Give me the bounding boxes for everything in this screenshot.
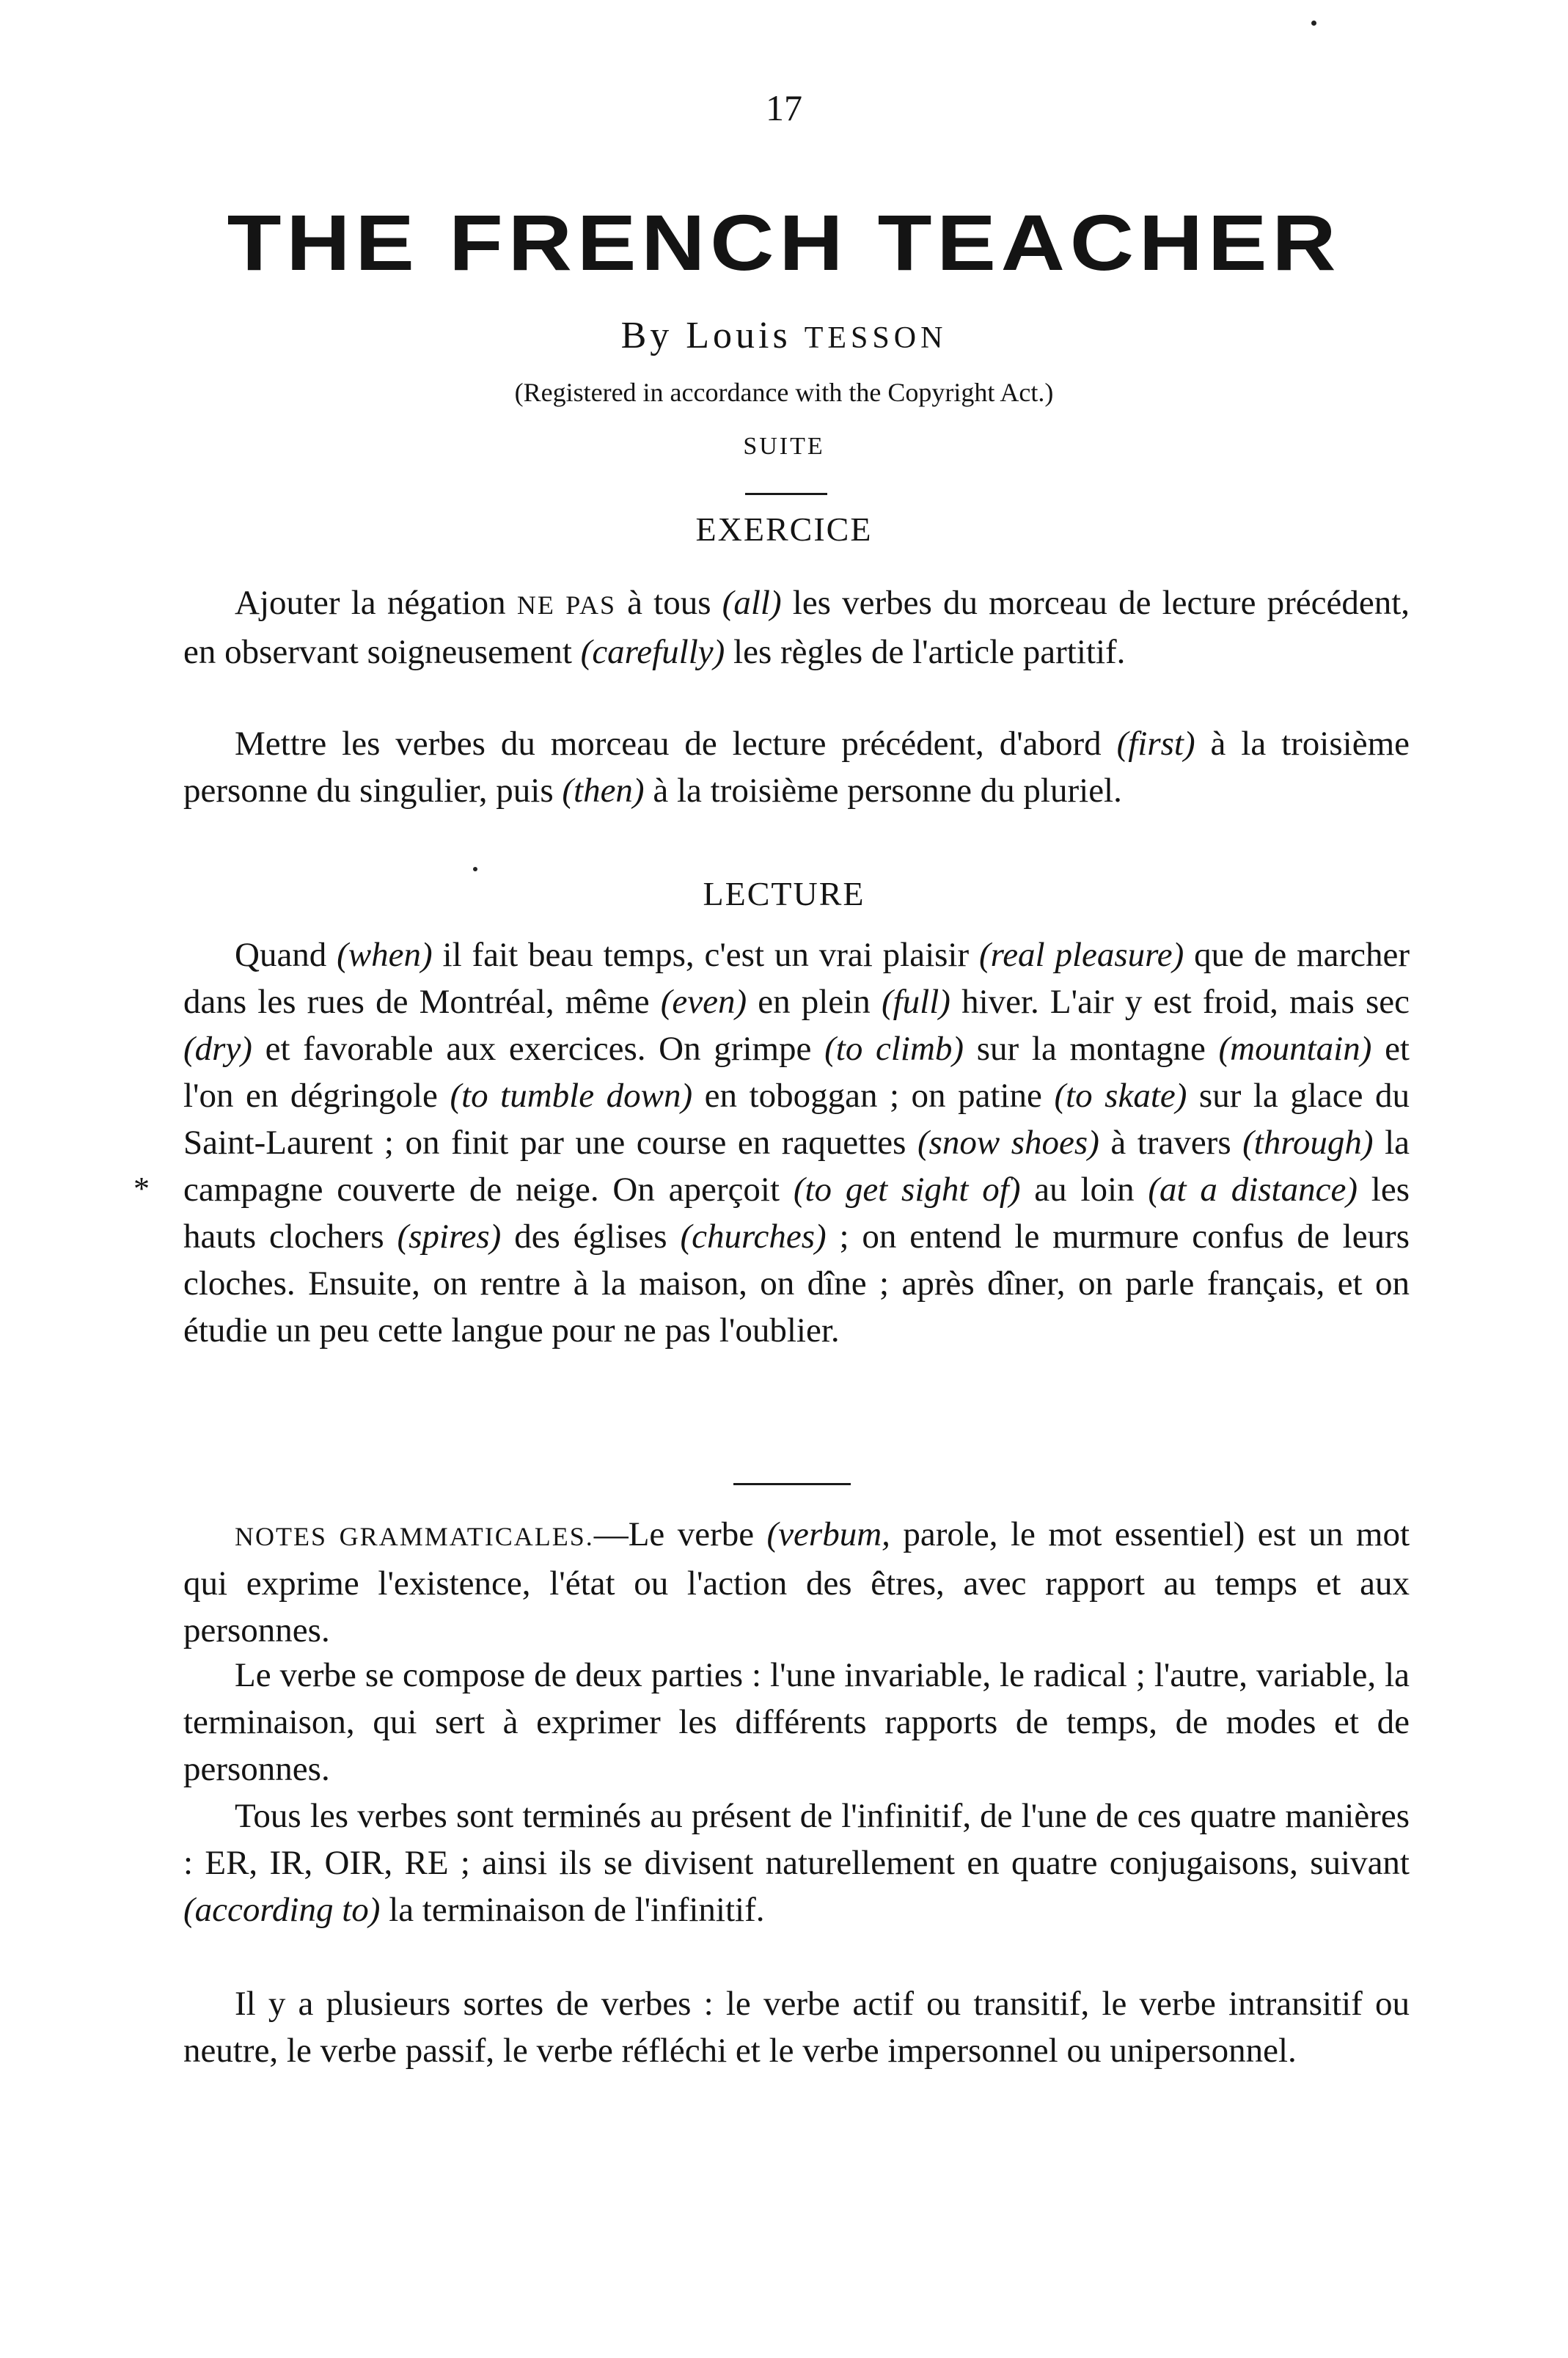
text-run: en plein — [747, 983, 882, 1021]
text-run: les verbes du morceau de lecture précédent, en observant soigneusement — [183, 584, 1410, 671]
text-run: les règles de l'article partitif. — [725, 633, 1126, 671]
gloss: (through) — [1242, 1124, 1374, 1162]
section-divider — [733, 1483, 851, 1485]
gloss: (when) — [337, 936, 433, 974]
text-run: en toboggan ; on patine — [692, 1077, 1055, 1115]
gloss: (carefully) — [580, 633, 725, 671]
text-run: et l'on en dégringole — [183, 1030, 1410, 1115]
exercice-paragraph-2 — [183, 720, 1410, 814]
print-speck — [473, 867, 477, 871]
notes-paragraph-1 — [183, 1511, 1410, 1654]
gloss: (dry) — [183, 1030, 252, 1068]
gloss: (verbum, — [766, 1515, 890, 1553]
print-speck — [1311, 21, 1316, 26]
section-divider — [745, 493, 827, 495]
text-run: Ajouter la négation — [235, 584, 517, 622]
notes-paragraph-3 — [183, 1793, 1410, 1933]
text-run: ; on entend le murmure confus de leurs cloches. Ensuite, on rentre à la maison, on dîne ; après dîner, on parle français, et on étudie un peu cette langue pour ne pas l'oublier. — [183, 1218, 1410, 1350]
exercice-paragraph-1 — [183, 579, 1410, 675]
text-run: des églises — [501, 1218, 681, 1256]
text-run: hiver. L'air y est froid, mais sec — [950, 983, 1410, 1021]
text-run: à la troisième personne du pluriel. — [644, 772, 1122, 810]
gloss: (churches) — [680, 1218, 827, 1256]
text-run: sur la montagne — [964, 1030, 1219, 1068]
page-number: 17 — [766, 87, 802, 128]
text-run: à travers — [1099, 1124, 1243, 1162]
gloss: (all) — [722, 584, 782, 622]
gloss: (even) — [660, 983, 747, 1021]
gloss: (to get sight of) — [793, 1171, 1021, 1209]
gloss: (at a distance) — [1148, 1171, 1358, 1209]
text-run: les hauts clochers — [183, 1171, 1410, 1256]
text-run: Quand — [235, 936, 337, 974]
gloss: (to skate) — [1054, 1077, 1187, 1115]
lecture-paragraph — [183, 931, 1410, 1354]
gloss: (first) — [1116, 725, 1195, 763]
byline — [0, 314, 1568, 357]
text-run: —Le verbe — [593, 1515, 767, 1553]
author-first-name: Louis — [686, 315, 791, 356]
suite-label: SUITE — [743, 433, 825, 460]
gloss: (real pleasure) — [979, 936, 1184, 974]
gloss: (then) — [562, 772, 645, 810]
text-run: et favorable aux exercices. On grimpe — [252, 1030, 825, 1068]
author-last-name: TESSON — [804, 321, 948, 355]
text-run: Tous les verbes sont terminés au présent de l'infinitif, de l'une de ces quatre manières : ER, IR, OIR, RE ; ainsi ils se divisent naturellement en quatre conjugaisons, suivant — [183, 1797, 1410, 1882]
margin-mark: * — [133, 1171, 150, 1207]
byline-prefix: By — [620, 315, 673, 356]
gloss: (to climb) — [824, 1030, 964, 1068]
gloss: (spires) — [397, 1218, 502, 1256]
text-run: parole, le mot essentiel) est un mot qui exprime l'existence, l'état ou l'action des êtres, avec rapport au temps et aux personnes. — [183, 1515, 1410, 1649]
text-run: au loin — [1020, 1171, 1148, 1209]
notes-paragraph-4: Il y a plusieurs sortes de verbes : le verbe actif ou transitif, le verbe intransitif ou neutre, le verbe passif, le verbe réfléchi et le verbe impersonnel ou unipersonnel. — [183, 1985, 1410, 2070]
page-title: THE FRENCH TEACHER — [227, 198, 1341, 287]
text-run: à tous — [615, 584, 722, 622]
notes-label: NOTES GRAMMATICALES. — [235, 1522, 594, 1551]
gloss: (to tumble down) — [450, 1077, 693, 1115]
copyright-notice: (Registered in accordance with the Copyright Act.) — [514, 378, 1054, 407]
text-run: que de marcher dans les rues de Montréal, même — [183, 936, 1410, 1021]
gloss: (according to) — [183, 1891, 381, 1929]
lecture-heading: LECTURE — [703, 875, 865, 912]
text-run: sur la glace du Saint-Laurent ; on finit par une course en raquettes — [183, 1077, 1410, 1162]
text-run: il fait beau temps, c'est un vrai plaisir — [432, 936, 979, 974]
text-run: à la troisième personne du singulier, puis — [183, 725, 1410, 810]
gloss: (mountain) — [1218, 1030, 1372, 1068]
text-run: la terminaison de l'infinitif. — [380, 1891, 765, 1929]
text-run: Mettre les verbes du morceau de lecture précédent, d'abord — [235, 725, 1117, 763]
text-run: la campagne couverte de neige. On aperçoit — [183, 1124, 1410, 1209]
notes-paragraph-2: Le verbe se compose de deux parties : l'une invariable, le radical ; l'autre, variable, la terminaison, qui sert à exprimer les différents rapports de temps, de modes et de personnes. — [183, 1656, 1410, 1788]
gloss: (full) — [881, 983, 950, 1021]
exercice-heading: EXERCICE — [695, 510, 873, 548]
small-caps-text: NE PAS — [516, 590, 616, 620]
gloss: (snow shoes) — [917, 1124, 1099, 1162]
